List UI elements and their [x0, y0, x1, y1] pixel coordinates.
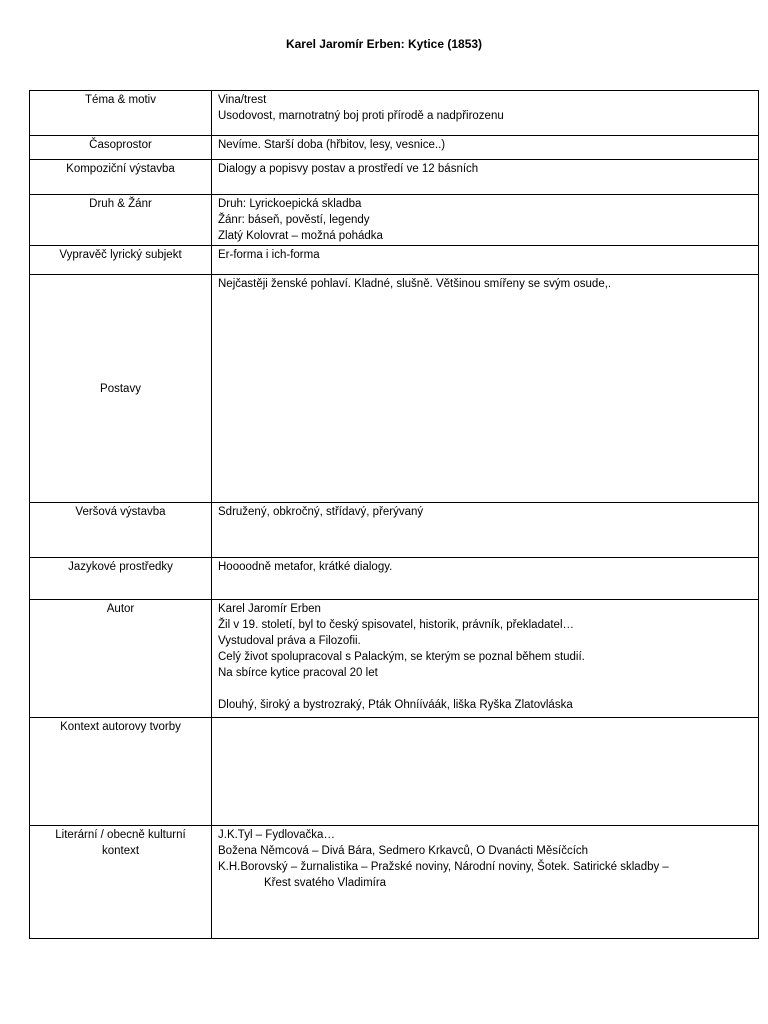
row-value-kulturni-kontext: [212, 826, 759, 939]
cell-line: Usodovost, marnotratný boj proti přírodě a nadpřirozenu: [218, 110, 504, 122]
row-label-autor: Autor: [30, 600, 212, 718]
row-value-tema: [212, 91, 759, 136]
row-label-jazykove-prostredky: Jazykové prostředky: [30, 558, 212, 600]
row-value-postavy: [212, 275, 759, 503]
table-row: [30, 136, 759, 160]
row-label-kompozice: Kompoziční výstavba: [30, 160, 212, 195]
table-row: [30, 600, 759, 718]
cell-line: Žil v 19. století, byl to český spisovatel, historik, právník, překladatel…: [218, 619, 575, 631]
table-row: [30, 195, 759, 246]
row-label-postavy: Postavy: [30, 275, 212, 503]
row-label-kontext-autora: Kontext autorovy tvorby: [30, 718, 212, 826]
table-row: [30, 826, 759, 939]
row-value-vypravec: [212, 246, 759, 275]
row-value-autor: [212, 600, 759, 718]
row-label-vypravec: Vypravěč lyrický subjekt: [30, 246, 212, 275]
table-row: [30, 275, 759, 503]
row-label-druh-zanr: Druh & Žánr: [30, 195, 212, 246]
cell-line: Hoooodně metafor, krátké dialogy.: [218, 561, 393, 573]
cell-line: Na sbírce kytice pracoval 20 let: [218, 667, 378, 679]
cell-line: Zlatý Kolovrat – možná pohádka: [218, 230, 383, 242]
blank-line: [218, 681, 752, 697]
table-row: [30, 558, 759, 600]
table-row: [30, 718, 759, 826]
cell-line: Vina/trest: [218, 94, 267, 106]
row-label-versova-vystavba: Veršová výstavba: [30, 503, 212, 558]
cell-line: Celý život spolupracoval s Palackým, se kterým se poznal během studií.: [218, 651, 585, 663]
table-row: [30, 503, 759, 558]
row-value-jazykove-prostredky: [212, 558, 759, 600]
table-row: [30, 246, 759, 275]
row-label-kulturni-kontext: Literární / obecně kulturní kontext: [30, 826, 212, 939]
cell-line: Dlouhý, široký a bystrozraký, Pták Ohnííváák, liška Ryška Zlatovláska: [218, 699, 573, 711]
cell-line: Karel Jaromír Erben: [218, 603, 321, 615]
document-title: Karel Jaromír Erben: Kytice (1853): [285, 37, 483, 51]
cell-line: Sdružený, obkročný, střídavý, přerývaný: [218, 506, 424, 518]
row-value-versova-vystavba: [212, 503, 759, 558]
row-value-casoprostor: [212, 136, 759, 160]
row-label-tema: Téma & motiv: [30, 91, 212, 136]
table-row: [30, 91, 759, 136]
cell-line: Nejčastěji ženské pohlaví. Kladné, slušně. Většinou smířeny se svým osude,.: [218, 278, 612, 290]
row-value-druh-zanr: [212, 195, 759, 246]
cell-line: Dialogy a popisvy postav a prostředí ve 12 básních: [218, 163, 479, 175]
row-label-casoprostor: Časoprostor: [30, 136, 212, 160]
cell-line: Nevíme. Starší doba (hřbitov, lesy, vesnice..): [218, 139, 446, 151]
cell-line: Druh: Lyrickoepická skladba: [218, 198, 362, 210]
cell-line: Er-forma i ich-forma: [218, 249, 320, 261]
cell-line: Božena Němcová – Divá Bára, Sedmero Krkavců, O Dvanácti Měsíčcích: [218, 845, 589, 857]
cell-line: J.K.Tyl – Fydlovačka…: [218, 829, 335, 841]
row-value-kontext-autora: [212, 718, 759, 826]
cell-line: Žánr: báseň, pověstí, legendy: [218, 214, 370, 226]
literary-analysis-table: [29, 90, 759, 939]
table-row: [30, 160, 759, 195]
cell-line: Křest svatého Vladimíra: [264, 877, 387, 889]
cell-line: K.H.Borovský – žurnalistika – Pražské noviny, Národní noviny, Šotek. Satirické skladby –: [218, 861, 669, 873]
row-value-kompozice: [212, 160, 759, 195]
cell-line: Vystudoval práva a Filozofii.: [218, 635, 361, 647]
